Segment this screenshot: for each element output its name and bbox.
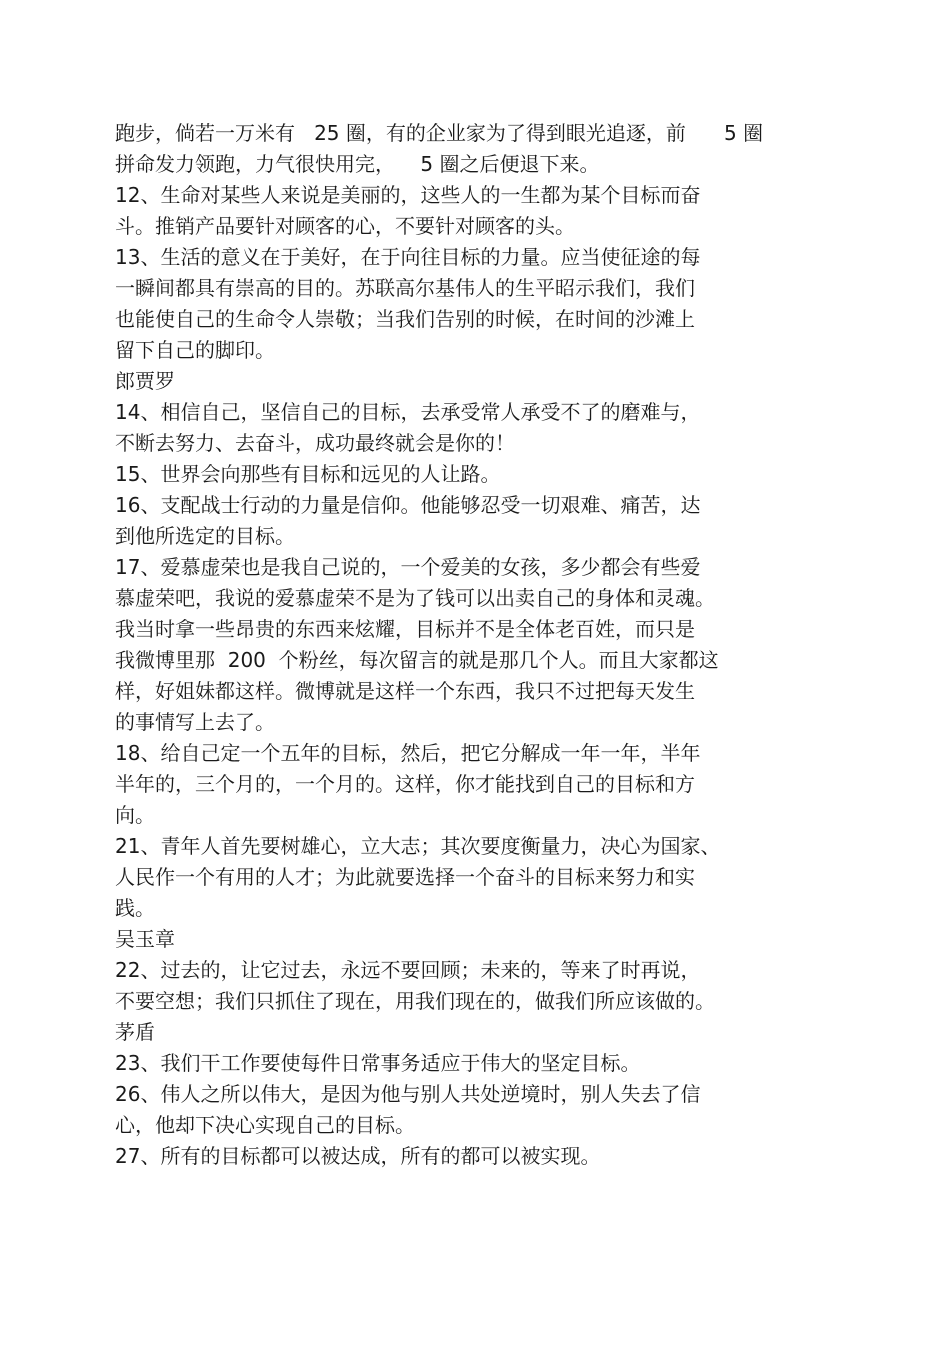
text-line: 也能使自己的生命令人崇敬；当我们告别的时候，在时间的沙滩上	[115, 307, 695, 331]
text-line: 半年的，三个月的，一个月的。这样，你才能找到自己的目标和方	[115, 772, 695, 796]
text-line: 13、生活的意义在于美好，在于向往目标的力量。应当使征途的每	[115, 245, 701, 269]
text-line: 21、青年人首先要树雄心，立大志；其次要度衡量力，决心为国家、	[115, 834, 721, 858]
text-line: 我微博里那 200 个粉丝，每次留言的就是那几个人。而且大家都这	[115, 648, 719, 672]
text-line: 慕虚荣吧，我说的爱慕虚荣不是为了钱可以出卖自己的身体和灵魂。	[115, 586, 715, 610]
text-line: 22、过去的，让它过去，永远不要回顾；未来的，等来了时再说，	[115, 958, 701, 982]
text-line: 的事情写上去了。	[115, 710, 275, 734]
text-line: 一瞬间都具有崇高的目的。苏联高尔基伟人的生平昭示我们，我们	[115, 276, 695, 300]
author-attribution: 茅盾	[115, 1020, 155, 1044]
text-line: 16、支配战士行动的力量是信仰。他能够忍受一切艰难、痛苦，达	[115, 493, 701, 517]
author-attribution: 郎贾罗	[115, 369, 175, 393]
text-line: 不要空想；我们只抓住了现在，用我们现在的，做我们所应该做的。	[115, 989, 715, 1013]
text-line: 18、给自己定一个五年的目标，然后，把它分解成一年一年，半年	[115, 741, 701, 765]
text-line: 27、所有的目标都可以被达成，所有的都可以被实现。	[115, 1144, 601, 1168]
text-line: 26、伟人之所以伟大，是因为他与别人共处逆境时，别人失去了信	[115, 1082, 701, 1106]
text-line: 我当时拿一些昂贵的东西来炫耀，目标并不是全体老百姓，而只是	[115, 617, 695, 641]
text-line: 心，他却下决心实现自己的目标。	[115, 1113, 415, 1137]
text-line: 12、生命对某些人来说是美丽的，这些人的一生都为某个目标而奋	[115, 183, 701, 207]
text-line: 到他所选定的目标。	[115, 524, 295, 548]
author-attribution: 吴玉章	[115, 927, 175, 951]
text-line: 践。	[115, 896, 155, 920]
text-line: 拼命发力领跑，力气很快用完， 5 圈之后便退下来。	[115, 152, 600, 176]
text-line: 向。	[115, 803, 155, 827]
text-line: 14、相信自己，坚信自己的目标，去承受常人承受不了的磨难与，	[115, 400, 701, 424]
text-line: 斗。推销产品要针对顾客的心，不要针对顾客的头。	[115, 214, 575, 238]
text-line: 不断去努力、去奋斗，成功最终就会是你的！	[115, 431, 515, 455]
document-body	[115, 118, 835, 1172]
text-line: 17、爱慕虚荣也是我自己说的，一个爱美的女孩，多少都会有些爱	[115, 555, 701, 579]
text-line: 样，好姐妹都这样。微博就是这样一个东西，我只不过把每天发生	[115, 679, 695, 703]
text-line: 15、世界会向那些有目标和远见的人让路。	[115, 462, 501, 486]
text-line: 23、我们干工作要使每件日常事务适应于伟大的坚定目标。	[115, 1051, 641, 1075]
text-line: 人民作一个有用的人才；为此就要选择一个奋斗的目标来努力和实	[115, 865, 695, 889]
text-line: 跑步，倘若一万米有 25 圈，有的企业家为了得到眼光追逐，前 5 圈	[115, 121, 764, 145]
text-line: 留下自己的脚印。	[115, 338, 275, 362]
